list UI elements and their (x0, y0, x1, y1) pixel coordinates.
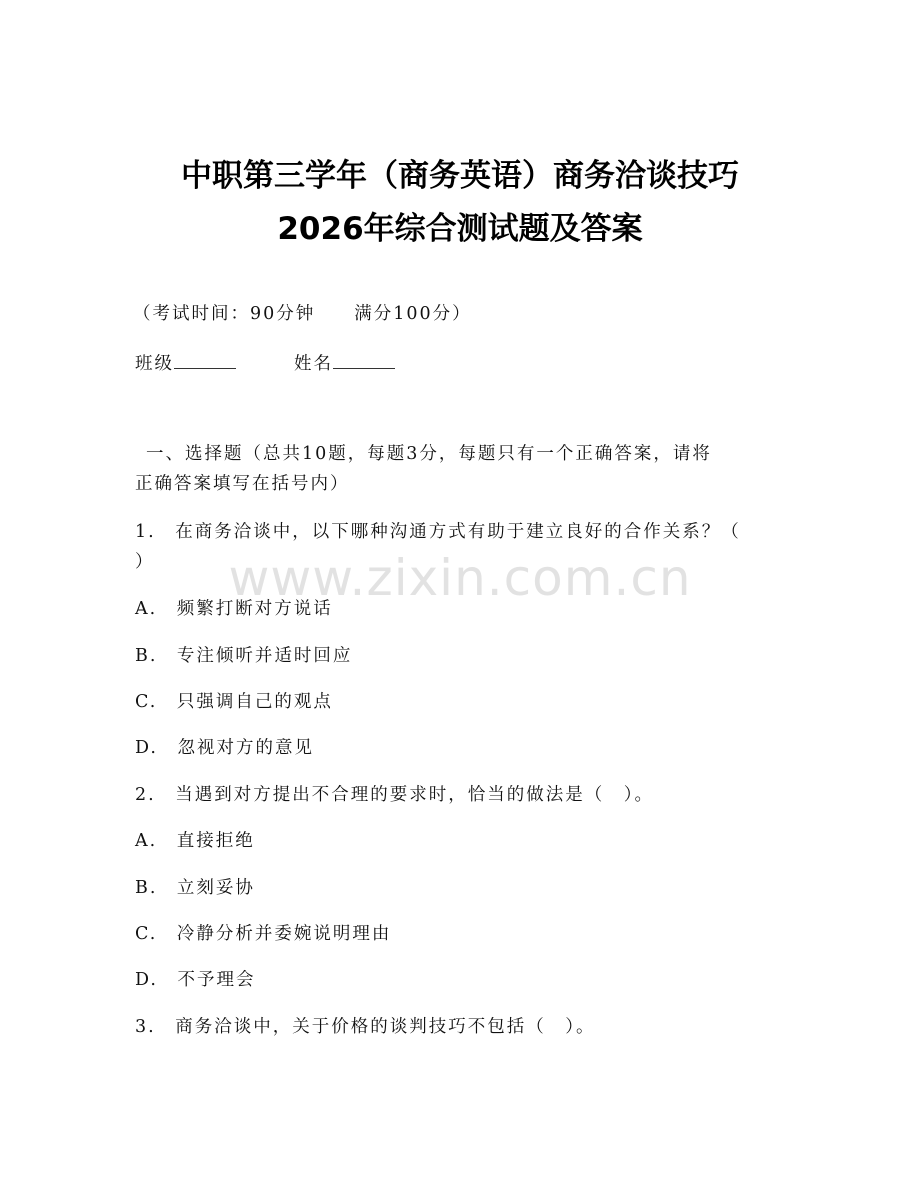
document-title-line-1: 中职第三学年（商务英语）商务洽谈技巧 (181, 158, 739, 194)
question-2-option-a: A. 直接拒绝 (135, 831, 255, 851)
question-2-option-b: B. 立刻妥协 (135, 878, 255, 898)
question-3-stem: 3. 商务洽谈中，关于价格的谈判技巧不包括（ ）。 (135, 1017, 596, 1037)
question-1-option-d: D. 忽视对方的意见 (135, 738, 314, 758)
class-field (135, 350, 236, 376)
class-blank (174, 350, 236, 369)
question-1-stem-line-2: ） (135, 552, 155, 572)
question-1-option-a: A. 频繁打断对方说话 (135, 599, 333, 619)
section-heading-line-1: 一、选择题（总共10题，每题3分，每题只有一个正确答案，请将 (146, 444, 712, 464)
document-title-line-2: 2026年综合测试题及答案 (277, 211, 643, 247)
name-field (294, 350, 395, 376)
question-1-option-c: C. 只强调自己的观点 (135, 692, 333, 712)
question-2-option-d: D. 不予理会 (135, 970, 256, 990)
question-1-option-b: B. 专注倾听并适时回应 (135, 646, 353, 666)
question-2-option-c: C. 冷静分析并委婉说明理由 (135, 924, 392, 944)
class-label: 班级 (135, 354, 174, 374)
name-label: 姓名 (294, 354, 333, 374)
watermark: www.zixin.com.cn (228, 549, 692, 607)
name-blank (333, 350, 395, 369)
question-2-stem: 2. 当遇到对方提出不合理的要求时，恰当的做法是（ ）。 (135, 785, 654, 805)
exam-info: （考试时间：90分钟 满分100分） (133, 304, 472, 324)
section-heading-line-2: 正确答案填写在括号内） (135, 474, 350, 494)
question-1-stem-line-1: 1. 在商务洽谈中，以下哪种沟通方式有助于建立良好的合作关系？（ (135, 522, 741, 542)
